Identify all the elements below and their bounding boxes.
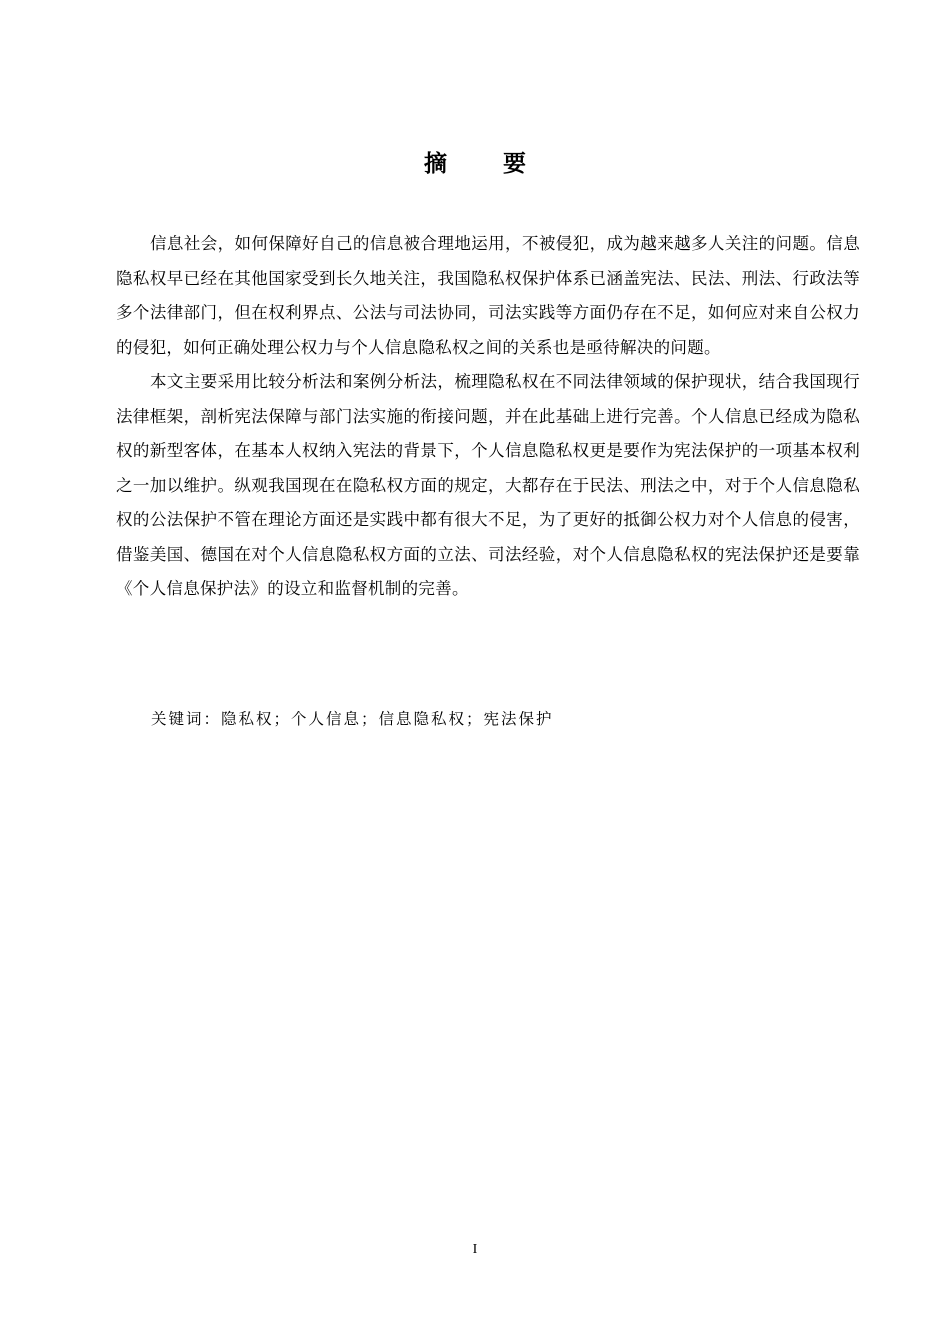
page-title: 摘 要 [423,151,550,177]
abstract-paragraph-2: 本文主要采用比较分析法和案例分析法，梳理隐私权在不同法律领域的保护现状，结合我国现行法律框架，剖析宪法保障与部门法实施的衔接问题，并在此基础上进行完善。个人信息已经成为隐私权的新型客体，在基本人权纳入宪法的背景下，个人信息隐私权更是要作为宪法保护的一项基本权利之一加以维护。纵观我国现在在隐私权方面的规定，大都存在于民法、刑法之中，对于个人信息隐私权的公法保护不管在理论方面还是实践中都有很大不足，为了更好的抵御公权力对个人信息的侵害，借鉴美国、德国在对个人信息隐私权方面的立法、司法经验，对个人信息隐私权的宪法保护还是要靠《个人信息保护法》的设立和监督机制的完善。 [116,372,860,598]
abstract-body [116,227,860,607]
abstract-paragraph-1: 信息社会，如何保障好自己的信息被合理地运用，不被侵犯，成为越来越多人关注的问题。信息隐私权早已经在其他国家受到长久地关注，我国隐私权保护体系已涵盖宪法、民法、刑法、行政法等多个法律部门，但在权利界点、公法与司法协同，司法实践等方面仍存在不足，如何应对来自公权力的侵犯，如何正确处理公权力与个人信息隐私权之间的关系也是亟待解决的问题。 [116,234,860,357]
page-number: I [472,1242,478,1257]
keywords-line: 关键词：隐私权；个人信息；信息隐私权；宪法保护 [151,710,554,728]
